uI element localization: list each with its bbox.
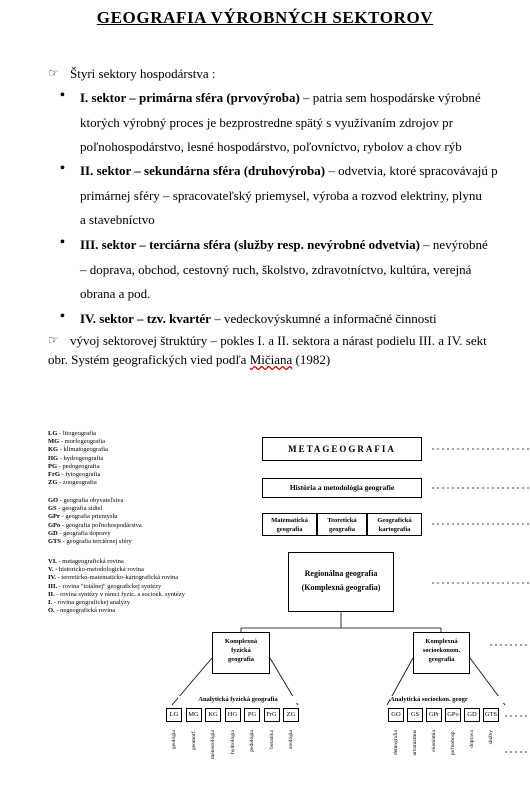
history-methodology-box: História a metodológia geografie [262, 478, 422, 498]
sector-2-line-3: a stavebníctvo [80, 212, 155, 227]
branch-box-mg: MG [186, 708, 202, 722]
outro-text: vývoj sektorovej štruktúry – pokles I. a II. sektora a nárast podielu III. a IV. sekt [70, 333, 487, 348]
branch-box-hg: HG [225, 708, 241, 722]
source-science-label: služby [488, 730, 494, 745]
branch-box-frg: FrG [264, 708, 280, 722]
legend-entry: IV. - teoreticko-matematicko-kartografická rovina [48, 574, 179, 582]
branch-box-pg: PG [244, 708, 260, 722]
bullet-icon: • [60, 235, 65, 250]
branch-box-gts: GTS [483, 708, 499, 722]
branch-box-go: GO [388, 708, 404, 722]
complex-socioeconomic-geography-box: Komplexná socioekonom. geografia [413, 632, 470, 674]
source-science-label: zoológia [288, 730, 294, 749]
sector-2-line-2: primárnej sféry – spracovateľský priemysel, výroba a rozvod elektriny, plynu [80, 188, 482, 203]
hand-pointer-icon: ☞ [48, 333, 59, 347]
sector-3-line-2: – doprava, obchod, cestovný ruch, školstvo, zdravotníctvo, kultúra, verejná [80, 262, 472, 277]
sector-3-line-3: obrana a pod. [80, 286, 151, 301]
branch-box-gpo: GPo [445, 708, 461, 722]
math-geography-box: Matematická geografia [262, 513, 317, 536]
legend-entry: O. - negeografická rovina [48, 607, 116, 615]
bullet-icon: • [60, 309, 65, 324]
legend-entry: GPo - geografia poľnohospodárstva [48, 521, 142, 529]
source-science-label: doprava [469, 730, 475, 748]
legend-entry: VI. - metageografická rovina [48, 558, 124, 565]
intro-text: Štyri sektory hospodárstva : [70, 66, 216, 81]
legend-entry: KG - klimatogeografia [48, 446, 108, 454]
sector-1-line-2: ktorých výrobný proces je bezprostredne spätý s využívaním zdrojov pr [80, 115, 453, 130]
regional-geography-box: Regionálna geografia (Komplexná geografia) [288, 552, 394, 612]
legend-entry: GTS - geografia terciérnej sféry [48, 538, 132, 546]
source-science-label: urbanizmus [412, 730, 418, 756]
bullet-icon: • [60, 161, 65, 176]
source-science-label: meteorológia [210, 730, 216, 760]
branch-box-gd: GD [464, 708, 480, 722]
theoretical-geography-box: Teoretická geografia [317, 513, 367, 536]
legend-entry: ZG - zoogeografia [48, 479, 97, 487]
hand-pointer-icon: ☞ [48, 66, 59, 80]
branch-box-lg: LG [166, 708, 182, 722]
legend-entry: GPr - geografia priemyslu [48, 513, 118, 521]
legend-entry: GD - geografia dopravy [48, 529, 111, 537]
sector-1-line-1: I. sektor – primárna sféra (prvovýroba) – patria sem hospodárske výrobné [80, 90, 481, 105]
source-science-label: botanika [268, 730, 275, 749]
branch-box-kg: KG [205, 708, 221, 722]
source-science-label: pedológia [249, 730, 255, 752]
source-science-label: geológia [171, 730, 177, 749]
legend-entry: GS - geografia sídiel [48, 505, 103, 513]
cartography-box: Geografická kartografia [367, 513, 422, 536]
analytical-physical-label: Analytická fyzická geografia [178, 696, 298, 703]
legend-entry: GO - geografia obyvateľstva [48, 497, 124, 504]
sector-4-line-1: IV. sektor – tzv. kvartér – vedeckovýskumné a informačné činnosti [80, 311, 437, 326]
legend-entry: PG - pedogeografia [48, 462, 100, 470]
legend-entry: MG - morfogeografia [48, 438, 106, 446]
source-science-label: geomorf. [190, 730, 197, 751]
source-science-label: ekonómia [431, 730, 437, 752]
sector-1-line-3: poľnohospodárstvo, lesné hospodárstvo, poľovníctvo, rybolov a chov rýb [80, 139, 462, 154]
legend-entry: III. - rovina "totálnej" geografickej syntézy [48, 582, 162, 590]
legend-entry: V. - historicko-metodologická rovina [48, 566, 144, 574]
source-science-label: hydrológia [229, 730, 236, 754]
legend-entry: FrG - fytogeografia [48, 471, 101, 479]
legend-entry: I. - rovina geografickej analýzy [48, 599, 131, 607]
sector-3-line-1: III. sektor – terciárna sféra (služby resp. nevýrobné odvetvia) – nevýrobné [80, 237, 488, 252]
branch-box-gpr: GPr [426, 708, 442, 722]
page-title: GEOGRAFIA VÝROBNÝCH SEKTOROV [96, 8, 434, 27]
metageography-box: METAGEOGRAFIA [262, 437, 422, 461]
complex-physical-geography-box: Komplexná fyzická geografia [212, 632, 270, 674]
analytical-socioeconomic-label: Analytická socioekon. geogr [390, 696, 530, 703]
branch-box-zg: ZG [283, 708, 299, 722]
legend-entry: II. - rovina syntézy v rámci fyzic. a socioek. syntézy [48, 590, 185, 598]
bullet-icon: • [60, 88, 65, 103]
figure-caption: obr. Systém geografických vied podľa Mičiana (1982) [48, 352, 331, 367]
source-science-label: demografia [393, 730, 399, 756]
legend-entry: LG - litogeografia [48, 430, 97, 437]
branch-box-gs: GS [407, 708, 423, 722]
legend-entry: HG - hydrogeografia [48, 454, 104, 462]
source-science-label: poľnohosp. [450, 730, 456, 755]
sector-2-line-1: II. sektor – sekundárna sféra (druhovýroba) – odvetvia, ktoré spracovávajú p [80, 163, 498, 178]
